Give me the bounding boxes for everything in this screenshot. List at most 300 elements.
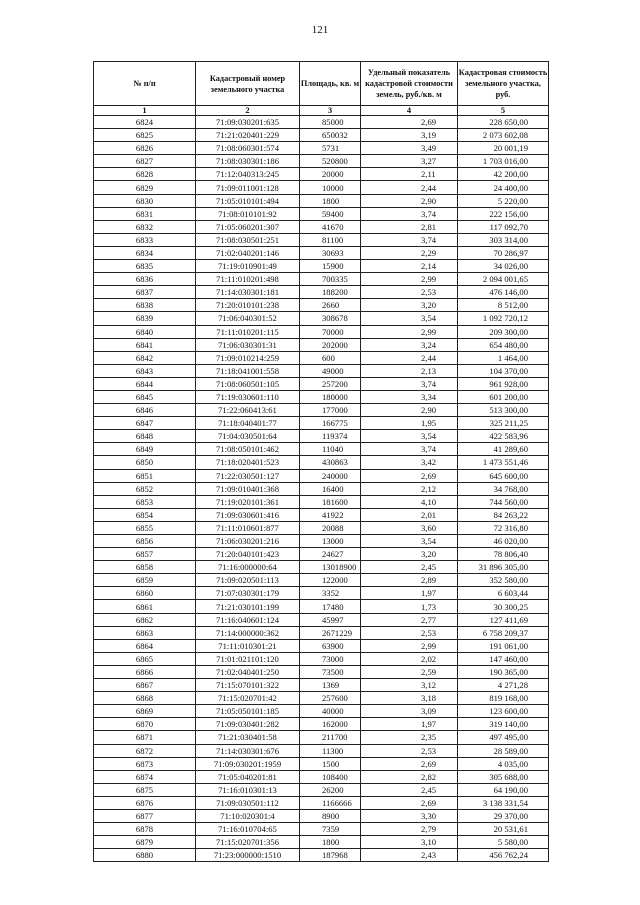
cell-cadastral-cost: 319 140,00 [458, 718, 549, 731]
cell-unit-cost-rate: 3,74 [361, 377, 458, 390]
cell-cadastral-cost: 2 073 602,08 [458, 129, 549, 142]
cell-cadastral-cost: 41 289,60 [458, 443, 549, 456]
cell-area: 162000 [300, 718, 361, 731]
cell-cadastral-cost: 29 370,00 [458, 809, 549, 822]
cell-row-number: 6843 [94, 364, 196, 377]
cell-unit-cost-rate: 2,29 [361, 246, 458, 259]
cell-cadastral-cost: 819 168,00 [458, 692, 549, 705]
cell-cadastral-number: 71:05:060201:307 [196, 220, 300, 233]
cell-area: 1500 [300, 757, 361, 770]
cell-area: 600 [300, 351, 361, 364]
cell-cadastral-number: 71:06:040301:52 [196, 312, 300, 325]
cell-unit-cost-rate: 2,69 [361, 796, 458, 809]
cell-unit-cost-rate: 2,89 [361, 574, 458, 587]
cell-area: 30693 [300, 246, 361, 259]
cell-cadastral-number: 71:05:010101:494 [196, 194, 300, 207]
cell-cadastral-number: 71:09:030401:282 [196, 718, 300, 731]
cell-area: 1166666 [300, 796, 361, 809]
cell-area: 15900 [300, 260, 361, 273]
cell-row-number: 6869 [94, 705, 196, 718]
table-row [94, 796, 549, 809]
cell-cadastral-cost: 42 200,00 [458, 168, 549, 181]
table-row [94, 823, 549, 836]
cell-cadastral-number: 71:19:010901:49 [196, 260, 300, 273]
cell-cadastral-cost: 20 001,19 [458, 142, 549, 155]
cell-unit-cost-rate: 3,54 [361, 535, 458, 548]
table-row [94, 652, 549, 665]
cell-cadastral-cost: 78 806,40 [458, 548, 549, 561]
table-row [94, 194, 549, 207]
cell-unit-cost-rate: 4,10 [361, 495, 458, 508]
cell-row-number: 6836 [94, 273, 196, 286]
cell-row-number: 6849 [94, 443, 196, 456]
cell-cadastral-number: 71:16:000000:64 [196, 561, 300, 574]
cell-cadastral-number: 71:15:070101:322 [196, 679, 300, 692]
cell-area: 81100 [300, 233, 361, 246]
cell-area: 257200 [300, 377, 361, 390]
cell-row-number: 6842 [94, 351, 196, 364]
table-body [94, 116, 549, 862]
cell-cadastral-number: 71:15:020701:42 [196, 692, 300, 705]
cell-cadastral-number: 71:19:030601:110 [196, 390, 300, 403]
cell-area: 430863 [300, 456, 361, 469]
cell-area: 11040 [300, 443, 361, 456]
cell-unit-cost-rate: 2,53 [361, 626, 458, 639]
cell-unit-cost-rate: 2,69 [361, 116, 458, 129]
cell-unit-cost-rate: 2,45 [361, 561, 458, 574]
table-row [94, 521, 549, 534]
column-number: 4 [361, 106, 458, 116]
cell-area: 41922 [300, 508, 361, 521]
cell-row-number: 6859 [94, 574, 196, 587]
cell-cadastral-cost: 422 583,96 [458, 430, 549, 443]
cell-unit-cost-rate: 2,02 [361, 652, 458, 665]
cell-cadastral-number: 71:05:040201:81 [196, 770, 300, 783]
cell-cadastral-cost: 645 600,00 [458, 469, 549, 482]
cell-unit-cost-rate: 2,99 [361, 325, 458, 338]
column-number-row-group [94, 106, 549, 116]
table-row [94, 430, 549, 443]
cell-cadastral-number: 71:21:020401:229 [196, 129, 300, 142]
table-row [94, 718, 549, 731]
table-row [94, 233, 549, 246]
table-row [94, 377, 549, 390]
cell-cadastral-cost: 34 026,00 [458, 260, 549, 273]
header-unit-cost-rate: Удельный показатель кадастровой стоимости земель, руб./кв. м [361, 62, 458, 106]
cell-unit-cost-rate: 2,69 [361, 757, 458, 770]
cell-area: 17480 [300, 600, 361, 613]
cell-unit-cost-rate: 2,12 [361, 482, 458, 495]
cell-cadastral-number: 71:08:030501:251 [196, 233, 300, 246]
table-row [94, 482, 549, 495]
cell-area: 8900 [300, 809, 361, 822]
cell-unit-cost-rate: 3,74 [361, 443, 458, 456]
table-row [94, 116, 549, 129]
cell-cadastral-cost: 2 094 001,65 [458, 273, 549, 286]
cell-cadastral-number: 71:16:010301:13 [196, 783, 300, 796]
cell-row-number: 6880 [94, 849, 196, 862]
cell-cadastral-number: 71:21:030101:199 [196, 600, 300, 613]
table-row [94, 390, 549, 403]
table-row [94, 705, 549, 718]
cell-cadastral-cost: 497 495,00 [458, 731, 549, 744]
cell-cadastral-cost: 1 473 551,46 [458, 456, 549, 469]
table-header [94, 62, 549, 106]
cell-cadastral-number: 71:11:010301:21 [196, 639, 300, 652]
cell-cadastral-cost: 352 580,00 [458, 574, 549, 587]
cell-area: 308678 [300, 312, 361, 325]
cell-cadastral-number: 71:14:030301:181 [196, 286, 300, 299]
cell-cadastral-number: 71:11:010201:115 [196, 325, 300, 338]
cell-cadastral-cost: 4 035,00 [458, 757, 549, 770]
table-row [94, 587, 549, 600]
cell-row-number: 6868 [94, 692, 196, 705]
cell-row-number: 6873 [94, 757, 196, 770]
table-row [94, 456, 549, 469]
cell-row-number: 6846 [94, 404, 196, 417]
cell-cadastral-number: 71:01:021101:120 [196, 652, 300, 665]
cell-area: 7359 [300, 823, 361, 836]
cell-cadastral-cost: 5 580,00 [458, 836, 549, 849]
cell-cadastral-cost: 1 092 720,12 [458, 312, 549, 325]
cell-unit-cost-rate: 3,19 [361, 129, 458, 142]
table-row [94, 849, 549, 862]
cell-row-number: 6838 [94, 299, 196, 312]
cell-area: 700335 [300, 273, 361, 286]
table-row [94, 561, 549, 574]
cell-area: 24627 [300, 548, 361, 561]
cell-unit-cost-rate: 2,13 [361, 364, 458, 377]
table-row [94, 273, 549, 286]
cell-cadastral-cost: 104 370,00 [458, 364, 549, 377]
cell-row-number: 6831 [94, 207, 196, 220]
cell-unit-cost-rate: 3,18 [361, 692, 458, 705]
table-row [94, 351, 549, 364]
cell-unit-cost-rate: 1,95 [361, 417, 458, 430]
cell-row-number: 6861 [94, 600, 196, 613]
cell-area: 10000 [300, 181, 361, 194]
cell-unit-cost-rate: 2,14 [361, 260, 458, 273]
cell-area: 2671229 [300, 626, 361, 639]
cell-area: 45997 [300, 613, 361, 626]
cell-unit-cost-rate: 3,20 [361, 548, 458, 561]
table-row [94, 364, 549, 377]
cell-area: 20000 [300, 168, 361, 181]
column-number: 1 [94, 106, 196, 116]
cell-cadastral-number: 71:09:030501:112 [196, 796, 300, 809]
cell-cadastral-number: 71:09:030601:416 [196, 508, 300, 521]
cell-area: 108400 [300, 770, 361, 783]
cell-cadastral-cost: 3 138 331,54 [458, 796, 549, 809]
cell-cadastral-cost: 84 263,22 [458, 508, 549, 521]
cell-row-number: 6839 [94, 312, 196, 325]
cell-area: 20088 [300, 521, 361, 534]
cell-row-number: 6856 [94, 535, 196, 548]
cell-unit-cost-rate: 2,79 [361, 823, 458, 836]
cell-unit-cost-rate: 3,20 [361, 299, 458, 312]
cell-row-number: 6848 [94, 430, 196, 443]
cell-cadastral-cost: 601 200,00 [458, 390, 549, 403]
cell-unit-cost-rate: 3,49 [361, 142, 458, 155]
cell-row-number: 6827 [94, 155, 196, 168]
cell-cadastral-number: 71:20:040101:423 [196, 548, 300, 561]
table-row [94, 207, 549, 220]
cell-cadastral-cost: 222 156,00 [458, 207, 549, 220]
cell-cadastral-number: 71:07:030301:179 [196, 587, 300, 600]
cell-unit-cost-rate: 2,59 [361, 665, 458, 678]
cell-cadastral-number: 71:14:000000:362 [196, 626, 300, 639]
cell-cadastral-cost: 961 928,00 [458, 377, 549, 390]
table-row [94, 679, 549, 692]
cell-cadastral-number: 71:09:010401:368 [196, 482, 300, 495]
cell-cadastral-cost: 1 703 016,00 [458, 155, 549, 168]
cell-cadastral-cost: 46 020,00 [458, 535, 549, 548]
cell-row-number: 6847 [94, 417, 196, 430]
cell-area: 73500 [300, 665, 361, 678]
table-row [94, 574, 549, 587]
header-row [94, 62, 549, 106]
table-row [94, 770, 549, 783]
cell-row-number: 6826 [94, 142, 196, 155]
cell-row-number: 6835 [94, 260, 196, 273]
cell-row-number: 6875 [94, 783, 196, 796]
cell-row-number: 6870 [94, 718, 196, 731]
cell-row-number: 6832 [94, 220, 196, 233]
cell-cadastral-cost: 28 589,00 [458, 744, 549, 757]
cell-row-number: 6828 [94, 168, 196, 181]
cell-cadastral-cost: 30 300,25 [458, 600, 549, 613]
header-area: Площадь, кв. м [300, 62, 361, 106]
cell-unit-cost-rate: 1,97 [361, 587, 458, 600]
cell-row-number: 6874 [94, 770, 196, 783]
cell-area: 85000 [300, 116, 361, 129]
cell-row-number: 6840 [94, 325, 196, 338]
cell-cadastral-number: 71:14:030301:676 [196, 744, 300, 757]
cell-area: 119374 [300, 430, 361, 443]
table-row [94, 692, 549, 705]
cell-unit-cost-rate: 3,54 [361, 430, 458, 443]
cell-cadastral-number: 71:11:010201:498 [196, 273, 300, 286]
cell-cadastral-cost: 70 286,97 [458, 246, 549, 259]
table-row [94, 246, 549, 259]
cell-cadastral-cost: 305 688,00 [458, 770, 549, 783]
table-row [94, 260, 549, 273]
cell-cadastral-number: 71:15:020701:356 [196, 836, 300, 849]
cell-unit-cost-rate: 3,74 [361, 233, 458, 246]
table-row [94, 469, 549, 482]
cell-area: 180000 [300, 390, 361, 403]
cell-cadastral-cost: 4 271,28 [458, 679, 549, 692]
cell-unit-cost-rate: 2,99 [361, 273, 458, 286]
cell-unit-cost-rate: 1,73 [361, 600, 458, 613]
table-row [94, 639, 549, 652]
cell-cadastral-cost: 6 758 209,37 [458, 626, 549, 639]
cell-cadastral-cost: 127 411,69 [458, 613, 549, 626]
cell-area: 1800 [300, 836, 361, 849]
cell-cadastral-cost: 513 300,00 [458, 404, 549, 417]
cell-row-number: 6834 [94, 246, 196, 259]
cell-cadastral-cost: 123 600,00 [458, 705, 549, 718]
cell-area: 26200 [300, 783, 361, 796]
table-row [94, 286, 549, 299]
table-row [94, 809, 549, 822]
cell-cadastral-cost: 64 190,00 [458, 783, 549, 796]
cell-cadastral-number: 71:04:030501:64 [196, 430, 300, 443]
cell-cadastral-cost: 6 603,44 [458, 587, 549, 600]
cell-cadastral-cost: 228 650,00 [458, 116, 549, 129]
cell-unit-cost-rate: 2,44 [361, 181, 458, 194]
cell-area: 3352 [300, 587, 361, 600]
cell-cadastral-cost: 34 768,00 [458, 482, 549, 495]
column-number: 5 [458, 106, 549, 116]
cell-area: 177000 [300, 404, 361, 417]
cell-area: 40000 [300, 705, 361, 718]
cell-unit-cost-rate: 2,53 [361, 744, 458, 757]
cell-unit-cost-rate: 2,01 [361, 508, 458, 521]
cell-cadastral-number: 71:02:040201:146 [196, 246, 300, 259]
cell-area: 11300 [300, 744, 361, 757]
header-cadastral-number: Кадастровый номер земельного участка [196, 62, 300, 106]
cell-row-number: 6864 [94, 639, 196, 652]
table-row [94, 731, 549, 744]
cell-area: 5731 [300, 142, 361, 155]
table-row [94, 443, 549, 456]
table-row [94, 665, 549, 678]
cell-area: 1800 [300, 194, 361, 207]
cell-cadastral-cost: 31 896 305,00 [458, 561, 549, 574]
cell-row-number: 6829 [94, 181, 196, 194]
cell-row-number: 6858 [94, 561, 196, 574]
table-row [94, 613, 549, 626]
cell-unit-cost-rate: 2,44 [361, 351, 458, 364]
table-row [94, 600, 549, 613]
cell-cadastral-number: 71:09:020501:113 [196, 574, 300, 587]
cell-area: 520800 [300, 155, 361, 168]
cell-row-number: 6878 [94, 823, 196, 836]
cell-row-number: 6844 [94, 377, 196, 390]
cell-unit-cost-rate: 2,82 [361, 770, 458, 783]
cell-unit-cost-rate: 3,54 [361, 312, 458, 325]
cell-cadastral-number: 71:20:010101:238 [196, 299, 300, 312]
cell-unit-cost-rate: 3,24 [361, 338, 458, 351]
cell-row-number: 6855 [94, 521, 196, 534]
cell-row-number: 6853 [94, 495, 196, 508]
cell-cadastral-number: 71:11:010601:877 [196, 521, 300, 534]
cell-area: 49000 [300, 364, 361, 377]
cell-row-number: 6872 [94, 744, 196, 757]
header-cadastral-cost: Кадастровая стоимость земельного участка, руб. [458, 62, 549, 106]
header-row-number: № п/п [94, 62, 196, 106]
cell-area: 122000 [300, 574, 361, 587]
cell-area: 63900 [300, 639, 361, 652]
cell-cadastral-cost: 209 300,00 [458, 325, 549, 338]
cell-cadastral-cost: 654 480,00 [458, 338, 549, 351]
cell-cadastral-number: 71:18:040401:77 [196, 417, 300, 430]
cell-unit-cost-rate: 3,30 [361, 809, 458, 822]
cell-row-number: 6879 [94, 836, 196, 849]
cell-area: 202000 [300, 338, 361, 351]
cell-area: 41670 [300, 220, 361, 233]
table-row [94, 548, 549, 561]
cell-unit-cost-rate: 2,11 [361, 168, 458, 181]
cell-unit-cost-rate: 2,43 [361, 849, 458, 862]
cell-area: 187968 [300, 849, 361, 862]
table-row [94, 338, 549, 351]
cell-unit-cost-rate: 2,90 [361, 404, 458, 417]
column-number-row [94, 106, 549, 116]
cell-unit-cost-rate: 3,74 [361, 207, 458, 220]
cell-cadastral-number: 71:18:041001:558 [196, 364, 300, 377]
cell-cadastral-cost: 303 314,00 [458, 233, 549, 246]
cell-cadastral-cost: 476 146,00 [458, 286, 549, 299]
cell-row-number: 6857 [94, 548, 196, 561]
cell-cadastral-cost: 325 211,25 [458, 417, 549, 430]
cell-unit-cost-rate: 3,09 [361, 705, 458, 718]
cell-cadastral-cost: 744 560,00 [458, 495, 549, 508]
cell-row-number: 6841 [94, 338, 196, 351]
cell-row-number: 6825 [94, 129, 196, 142]
table-row [94, 836, 549, 849]
cell-unit-cost-rate: 2,35 [361, 731, 458, 744]
table-row [94, 404, 549, 417]
cell-cadastral-number: 71:06:030201:216 [196, 535, 300, 548]
table-row [94, 220, 549, 233]
table-row [94, 181, 549, 194]
cell-row-number: 6862 [94, 613, 196, 626]
cell-cadastral-cost: 147 460,00 [458, 652, 549, 665]
cell-unit-cost-rate: 2,90 [361, 194, 458, 207]
cell-cadastral-number: 71:08:030301:186 [196, 155, 300, 168]
cell-cadastral-cost: 191 061,00 [458, 639, 549, 652]
cell-cadastral-number: 71:08:010101:92 [196, 207, 300, 220]
cell-unit-cost-rate: 2,81 [361, 220, 458, 233]
cell-area: 1369 [300, 679, 361, 692]
cell-cadastral-number: 71:08:060501:105 [196, 377, 300, 390]
cell-area: 211700 [300, 731, 361, 744]
cell-cadastral-number: 71:19:020101:361 [196, 495, 300, 508]
column-number: 3 [300, 106, 361, 116]
cell-cadastral-number: 71:09:030201:635 [196, 116, 300, 129]
cell-area: 59400 [300, 207, 361, 220]
cell-cadastral-cost: 456 762,24 [458, 849, 549, 862]
cell-cadastral-number: 71:02:040401:250 [196, 665, 300, 678]
cell-area: 257600 [300, 692, 361, 705]
cell-row-number: 6850 [94, 456, 196, 469]
cell-row-number: 6851 [94, 469, 196, 482]
cell-cadastral-cost: 8 512,00 [458, 299, 549, 312]
table-row [94, 626, 549, 639]
cell-unit-cost-rate: 3,60 [361, 521, 458, 534]
cell-cadastral-number: 71:10:020301:4 [196, 809, 300, 822]
cell-row-number: 6877 [94, 809, 196, 822]
cell-row-number: 6833 [94, 233, 196, 246]
cell-cadastral-number: 71:08:060301:574 [196, 142, 300, 155]
cell-cadastral-number: 71:21:030401:58 [196, 731, 300, 744]
cell-area: 16400 [300, 482, 361, 495]
cell-area: 188200 [300, 286, 361, 299]
cell-cadastral-number: 71:23:000000:1510 [196, 849, 300, 862]
cell-cadastral-number: 71:12:040313:245 [196, 168, 300, 181]
cell-unit-cost-rate: 3,12 [361, 679, 458, 692]
cell-cadastral-number: 71:09:011001:128 [196, 181, 300, 194]
cell-unit-cost-rate: 2,99 [361, 639, 458, 652]
cell-area: 240000 [300, 469, 361, 482]
cell-unit-cost-rate: 1,97 [361, 718, 458, 731]
cell-cadastral-cost: 117 092,70 [458, 220, 549, 233]
cell-unit-cost-rate: 2,69 [361, 469, 458, 482]
cell-area: 181600 [300, 495, 361, 508]
cell-row-number: 6863 [94, 626, 196, 639]
